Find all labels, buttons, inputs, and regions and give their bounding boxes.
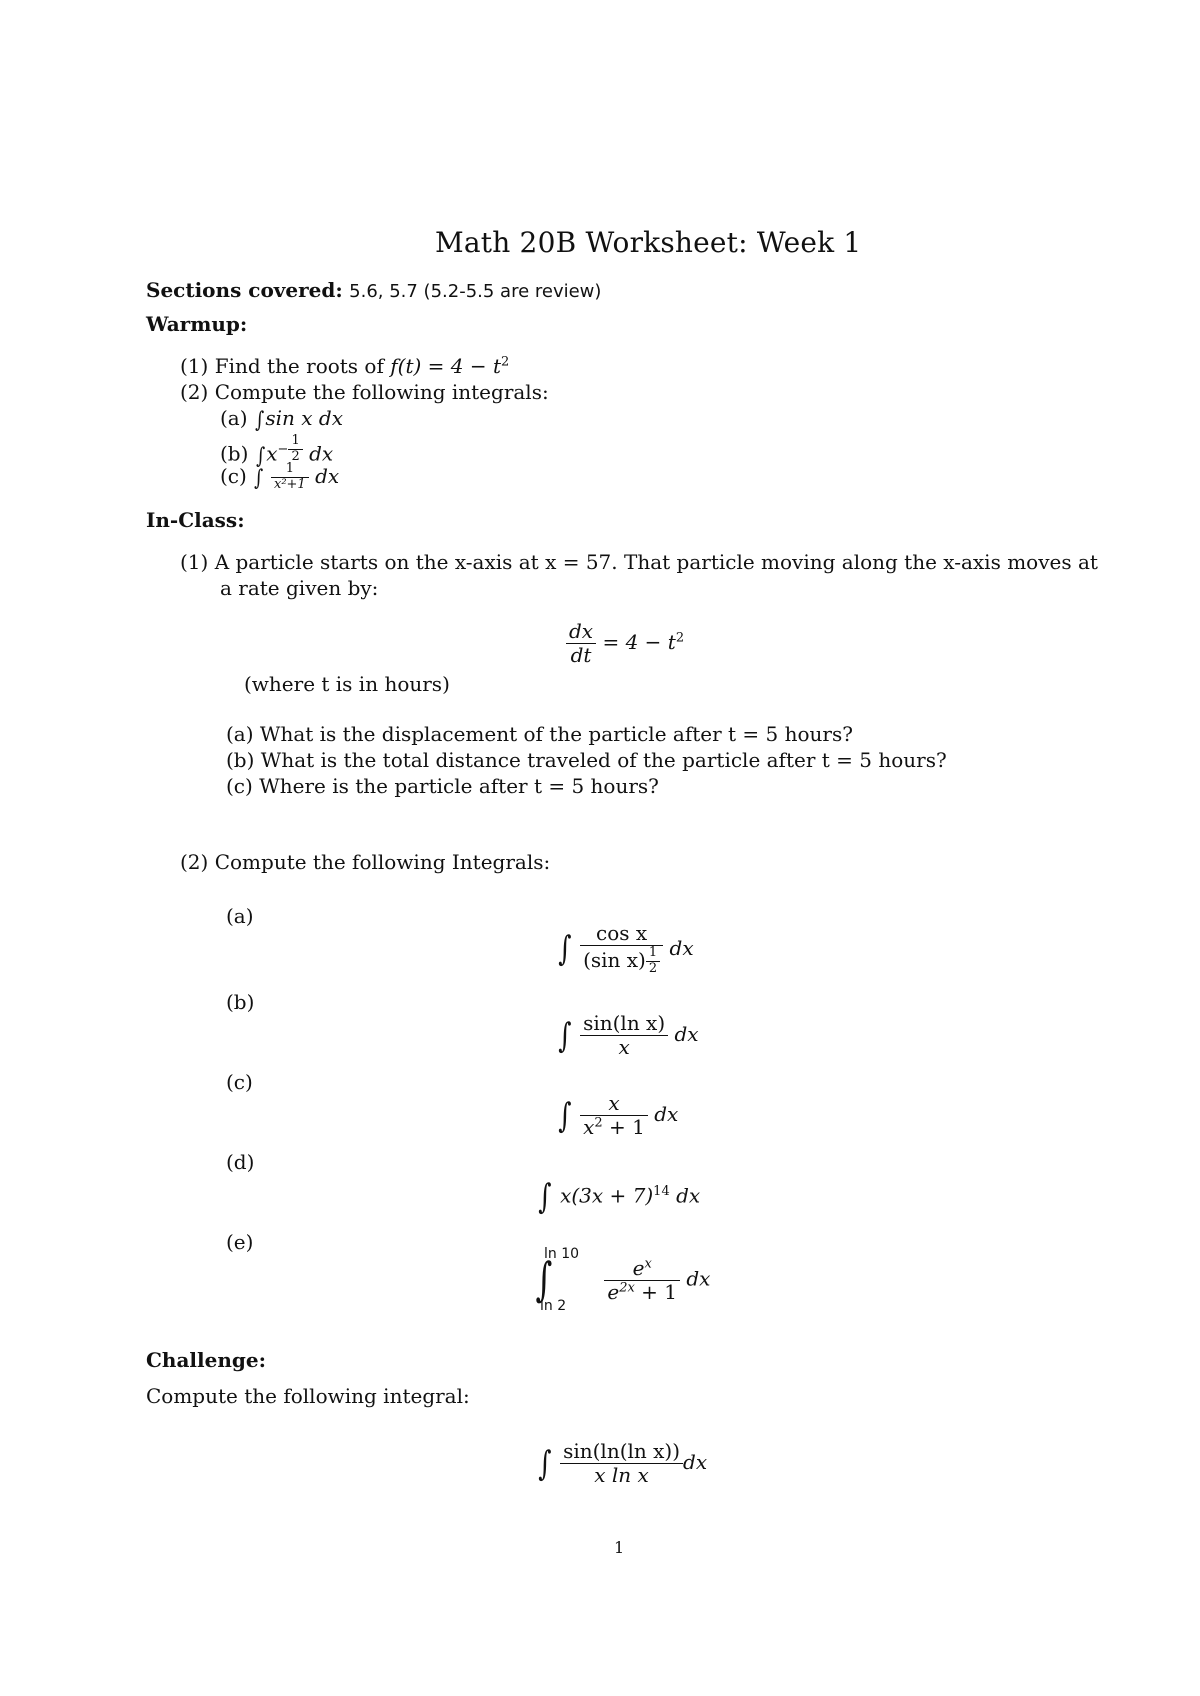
inclass-p1-line1 — [180, 550, 1098, 574]
warmup-q2b-base: x — [266, 441, 278, 466]
inclass-p1a — [226, 722, 853, 746]
int-a-expr — [556, 922, 694, 977]
integral-sign: ∫ — [254, 465, 264, 491]
rate-rhs: = 4 − t — [602, 630, 676, 654]
warmup-q2b-label: (b) — [220, 441, 249, 466]
warmup-heading: Warmup: — [146, 312, 248, 336]
warmup-q2c — [220, 462, 339, 493]
integral-sign: ∫ — [558, 1095, 572, 1136]
warmup-q2b-exp-frac: $\frac{1}{2}$ — [288, 434, 302, 465]
int-b-label: (b) — [226, 990, 255, 1014]
inclass-p2-text: Compute the following Integrals: — [214, 850, 551, 874]
warmup-q2c-frac: $\frac{1}{\text{x²+1}}$ — [271, 462, 309, 493]
integral-sign: ∫ — [255, 443, 266, 469]
rate-exp: 2 — [675, 630, 685, 646]
int-e-limits — [535, 1246, 580, 1314]
inclass-p1c — [226, 774, 659, 798]
int-e-expr — [535, 1246, 711, 1314]
warmup-q2-text: Compute the following integrals: — [214, 380, 549, 404]
int-d-exp: 14 — [653, 1183, 670, 1199]
int-c-frac: $\frac{x}{x^2 + 1}$ — [580, 1092, 648, 1139]
int-b-frac: $\frac{\text{sin(ln x)}}{x}$ — [580, 1012, 668, 1059]
warmup-q2a — [220, 406, 343, 433]
warmup-q1 — [180, 354, 509, 378]
warmup-q2 — [180, 380, 549, 404]
int-a-dx: dx — [669, 935, 694, 960]
int-c-label: (c) — [226, 1070, 253, 1094]
int-c-expr — [556, 1092, 678, 1139]
sections-value: 5.6, 5.7 (5.2-5.5 are review) — [349, 281, 602, 302]
inclass-p1b-text: What is the total distance traveled of the particle after t = 5 hours? — [260, 748, 947, 772]
inclass-p1c-label: (c) — [226, 774, 253, 798]
inclass-p1a-text: What is the displacement of the particle after t = 5 hours? — [259, 722, 853, 746]
int-e-dx: dx — [686, 1266, 711, 1291]
int-b-dx: dx — [674, 1022, 699, 1046]
inclass-p2-num: (2) — [180, 850, 209, 874]
int-c-dx: dx — [654, 1102, 679, 1126]
int-d-label: (d) — [226, 1150, 255, 1174]
inclass-p1b — [226, 748, 947, 772]
rate-equation — [566, 620, 684, 667]
warmup-q1-math: f(t) = 4 − t — [390, 354, 501, 378]
challenge-frac: $\frac{\text{sin(ln(ln x))}}{\text{x ln x}}$ — [560, 1440, 683, 1487]
int-d-expr — [536, 1177, 701, 1217]
rate-fraction: $\frac{dx}{dt}$ — [566, 620, 596, 667]
warmup-q2-num: (2) — [180, 380, 209, 404]
challenge-text: Compute the following integral: — [146, 1384, 470, 1408]
int-e-upper: ln 10 — [544, 1246, 580, 1262]
warmup-q2c-dx: dx — [315, 463, 340, 488]
warmup-q2b-exp-sign: − — [277, 441, 289, 457]
page-number: 1 — [614, 1538, 625, 1557]
warmup-q2a-label: (a) — [220, 406, 248, 430]
integral-sign: ∫ — [535, 1252, 553, 1306]
integral-sign: ∫ — [255, 408, 265, 433]
warmup-q2a-math: sin x dx — [265, 406, 343, 430]
warmup-q2b-dx: dx — [309, 441, 334, 466]
sections-label: Sections covered: — [146, 278, 343, 302]
challenge-heading: Challenge: — [146, 1348, 266, 1372]
sections-covered — [146, 278, 601, 302]
page-title: Math 20B Worksheet: Week 1 — [435, 226, 862, 259]
challenge-expr — [536, 1440, 707, 1487]
int-d-dx: dx — [676, 1183, 701, 1208]
inclass-p1b-label: (b) — [226, 748, 255, 772]
int-e-lower: ln 2 — [540, 1298, 567, 1314]
integral-sign: ∫ — [538, 1443, 552, 1484]
inclass-p2 — [180, 850, 550, 874]
inclass-p1-text1: A particle starts on the x-axis at x = 57. That particle moving along the x-axis moves at — [214, 550, 1098, 574]
int-a-frac: cos x (sin x) $\frac{1}{2}$ — [580, 922, 663, 977]
int-a-label: (a) — [226, 904, 254, 928]
inclass-p1-num: (1) — [180, 550, 209, 574]
warmup-q2c-label: (c) — [220, 463, 247, 488]
inclass-p1c-text: Where is the particle after t = 5 hours? — [259, 774, 659, 798]
warmup-q1-num: (1) — [180, 354, 209, 378]
integral-sign: ∫ — [558, 1015, 572, 1056]
int-e-frac: $\frac{e^x}{e^{2x} + 1}$ — [604, 1257, 680, 1304]
int-e-label: (e) — [226, 1230, 254, 1254]
warmup-q1-exp: 2 — [501, 354, 510, 370]
warmup-q1-text: Find the roots of — [214, 354, 384, 378]
int-b-expr — [556, 1012, 699, 1059]
challenge-dx: dx — [683, 1450, 708, 1474]
integral-sign: ∫ — [558, 929, 572, 970]
inclass-p1a-label: (a) — [226, 722, 254, 746]
inclass-heading: In-Class: — [146, 508, 245, 532]
inclass-p1-line2: a rate given by: — [220, 576, 379, 600]
where-note: (where t is in hours) — [244, 672, 450, 696]
integral-sign: ∫ — [538, 1177, 552, 1217]
int-d-body: x(3x + 7) — [560, 1183, 654, 1208]
